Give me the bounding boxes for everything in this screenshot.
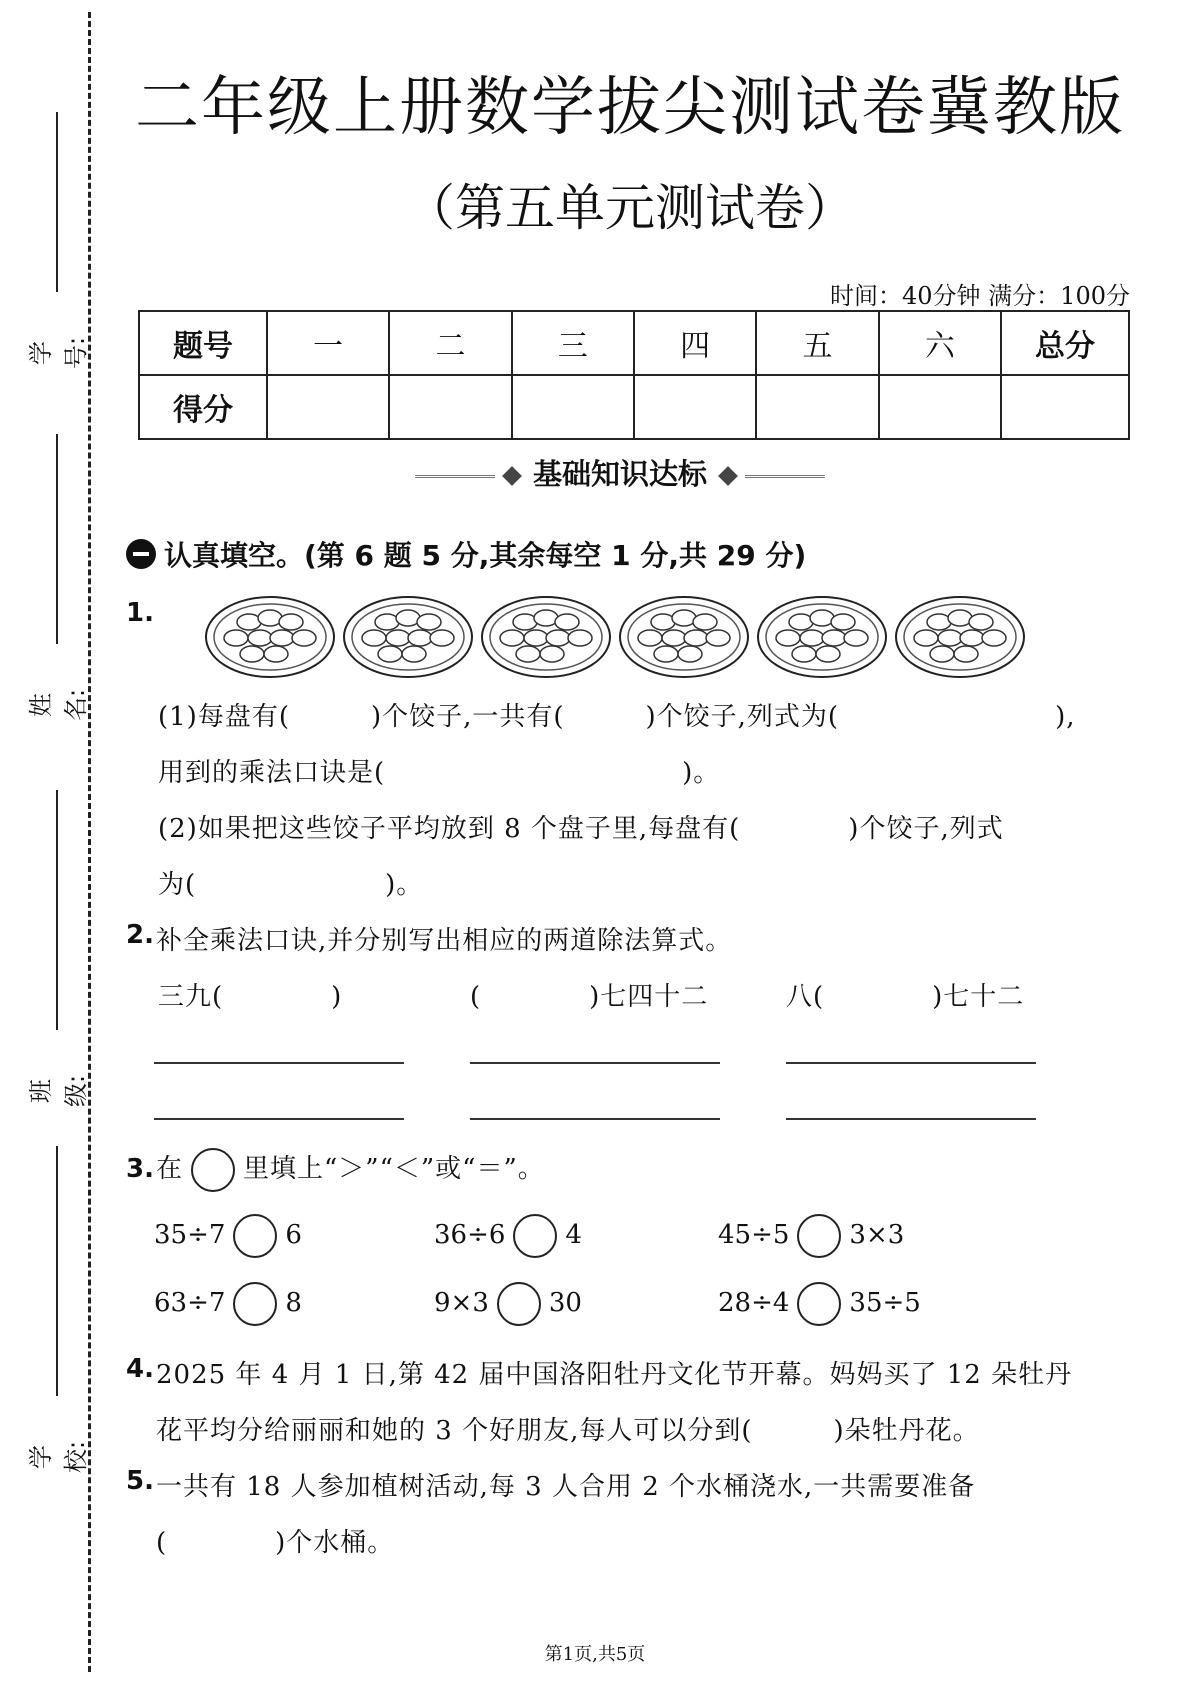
- dumpling-plate-icon: [896, 597, 1024, 677]
- score-table-cell: 三: [512, 311, 634, 375]
- dumpling-plate-icon: [482, 597, 610, 677]
- compare-right: 4: [565, 1220, 582, 1250]
- compare-item: [434, 1214, 582, 1258]
- compare-item: [434, 1282, 582, 1326]
- compare-item: [718, 1214, 904, 1258]
- banner-ornament-icon: [718, 466, 738, 486]
- score-table-cell: 二: [389, 311, 511, 375]
- compare-left: 9×3: [434, 1288, 489, 1318]
- compare-left: 45÷5: [718, 1220, 790, 1250]
- page-subtitle: （第五单元测试卷）: [405, 179, 855, 237]
- dumpling-plate-icon: [620, 597, 748, 677]
- q4-line2: 花平均分给丽丽和她的 3 个好朋友,每人可以分到( )朵牡丹花。: [156, 1416, 980, 1446]
- compare-left: 28÷4: [718, 1288, 790, 1318]
- question-number: 1.: [126, 598, 154, 628]
- banner-rule-right: [745, 475, 825, 478]
- section-one-heading: [126, 534, 806, 574]
- question-number: 3.: [126, 1154, 154, 1184]
- q1-part2-line2: 为( )。: [158, 870, 424, 900]
- score-input-cell[interactable]: [267, 375, 389, 439]
- score-input-cell[interactable]: [879, 375, 1001, 439]
- compare-circle-icon: [191, 1148, 235, 1192]
- compare-blank-circle[interactable]: [497, 1282, 541, 1326]
- score-input-cell[interactable]: [634, 375, 756, 439]
- binding-dashed-line: [88, 12, 91, 1672]
- school-label: 学校:: [27, 1440, 90, 1474]
- compare-left: 35÷7: [154, 1220, 226, 1250]
- banner-ornament-icon: [502, 466, 522, 486]
- score-table-cell: 题号: [139, 311, 267, 375]
- compare-blank-circle[interactable]: [797, 1282, 841, 1326]
- page-title: 二年级上册数学拔尖测试卷冀教版: [135, 71, 1125, 145]
- question-number: 5.: [126, 1466, 154, 1496]
- score-table-cell: 四: [634, 311, 756, 375]
- q2-text: 补全乘法口诀,并分别写出相应的两道除法算式。: [156, 926, 733, 956]
- q4-line1: 2025 年 4 月 1 日,第 42 届中国洛阳牡丹文化节开幕。妈妈买了 12 朵牡丹: [156, 1360, 1073, 1390]
- q1-part1-line1: (1)每盘有( )个饺子,一共有( )个饺子,列式为( ),: [158, 702, 1076, 732]
- score-input-cell[interactable]: [389, 375, 511, 439]
- compare-left: 63÷7: [154, 1288, 226, 1318]
- compare-blank-circle[interactable]: [233, 1282, 277, 1326]
- compare-right: 3×3: [849, 1220, 905, 1250]
- q3-text-after: 里填上“＞”“＜”或“＝”。: [243, 1154, 545, 1184]
- compare-right: 35÷5: [849, 1288, 921, 1318]
- student-id-write-line: [56, 112, 58, 292]
- school-write-line: [56, 1146, 58, 1396]
- q3-text-before: 在: [156, 1154, 184, 1184]
- banner-rule-left: [415, 475, 495, 478]
- answer-line[interactable]: [786, 1062, 1036, 1064]
- section-one-title: 认真填空。(第 6 题 5 分,其余每空 1 分,共 29 分): [164, 539, 807, 572]
- q2-item: 三九( ): [158, 982, 343, 1012]
- answer-line[interactable]: [470, 1118, 720, 1120]
- score-input-cell[interactable]: [512, 375, 634, 439]
- compare-item: [718, 1282, 921, 1326]
- score-table-cell: 五: [756, 311, 878, 375]
- section-number-badge-icon: [126, 539, 156, 569]
- dumpling-plate-icon: [206, 597, 334, 677]
- name-label: 姓名:: [27, 688, 90, 722]
- q3-instruction: [156, 1148, 545, 1192]
- score-table-header-row: [139, 311, 1129, 375]
- question-number: 4.: [126, 1354, 154, 1384]
- q1-part1-line2: 用到的乘法口诀是( )。: [158, 758, 721, 788]
- exam-meta: 时间：40分钟 满分：100分: [830, 282, 1130, 310]
- answer-line[interactable]: [154, 1118, 404, 1120]
- student-id-label: 学号:: [27, 336, 90, 370]
- answer-line[interactable]: [786, 1118, 1036, 1120]
- compare-right: 30: [548, 1288, 582, 1318]
- dumpling-plate-icon: [758, 597, 886, 677]
- dumpling-plates-illustration: [204, 592, 1044, 682]
- compare-blank-circle[interactable]: [513, 1214, 557, 1258]
- compare-item: [154, 1214, 302, 1258]
- q1-part2-line1: (2)如果把这些饺子平均放到 8 个盘子里,每盘有( )个饺子,列式: [158, 814, 1004, 844]
- banner-text: 基础知识达标: [532, 457, 707, 491]
- q5-line2: ( )个水桶。: [156, 1528, 395, 1558]
- compare-blank-circle[interactable]: [233, 1214, 277, 1258]
- dumpling-plates: [204, 592, 1044, 686]
- compare-right: 8: [285, 1288, 302, 1318]
- compare-item: [154, 1282, 302, 1326]
- q2-item: ( )七四十二: [470, 982, 709, 1012]
- compare-blank-circle[interactable]: [797, 1214, 841, 1258]
- compare-left: 36÷6: [434, 1220, 506, 1250]
- question-number: 2.: [126, 920, 154, 950]
- score-table-cell: 总分: [1001, 311, 1129, 375]
- class-label: 班级:: [27, 1074, 90, 1108]
- q5-line1: 一共有 18 人参加植树活动,每 3 人合用 2 个水桶浇水,一共需要准备: [156, 1472, 976, 1502]
- score-table-cell: 六: [879, 311, 1001, 375]
- answer-line[interactable]: [470, 1062, 720, 1064]
- compare-right: 6: [285, 1220, 302, 1250]
- score-table-cell: 一: [267, 311, 389, 375]
- dumpling-plate-icon: [344, 597, 472, 677]
- score-input-cell[interactable]: [1001, 375, 1129, 439]
- score-table-score-row: [139, 375, 1129, 439]
- q2-item: 八( )七十二: [786, 982, 1025, 1012]
- page-footer: 第1页,共5页: [544, 1644, 646, 1665]
- answer-line[interactable]: [154, 1062, 404, 1064]
- class-write-line: [56, 790, 58, 1030]
- section-banner: [380, 452, 860, 493]
- score-row-label: 得分: [139, 375, 267, 439]
- score-input-cell[interactable]: [756, 375, 878, 439]
- name-write-line: [56, 434, 58, 644]
- score-table: [138, 310, 1130, 440]
